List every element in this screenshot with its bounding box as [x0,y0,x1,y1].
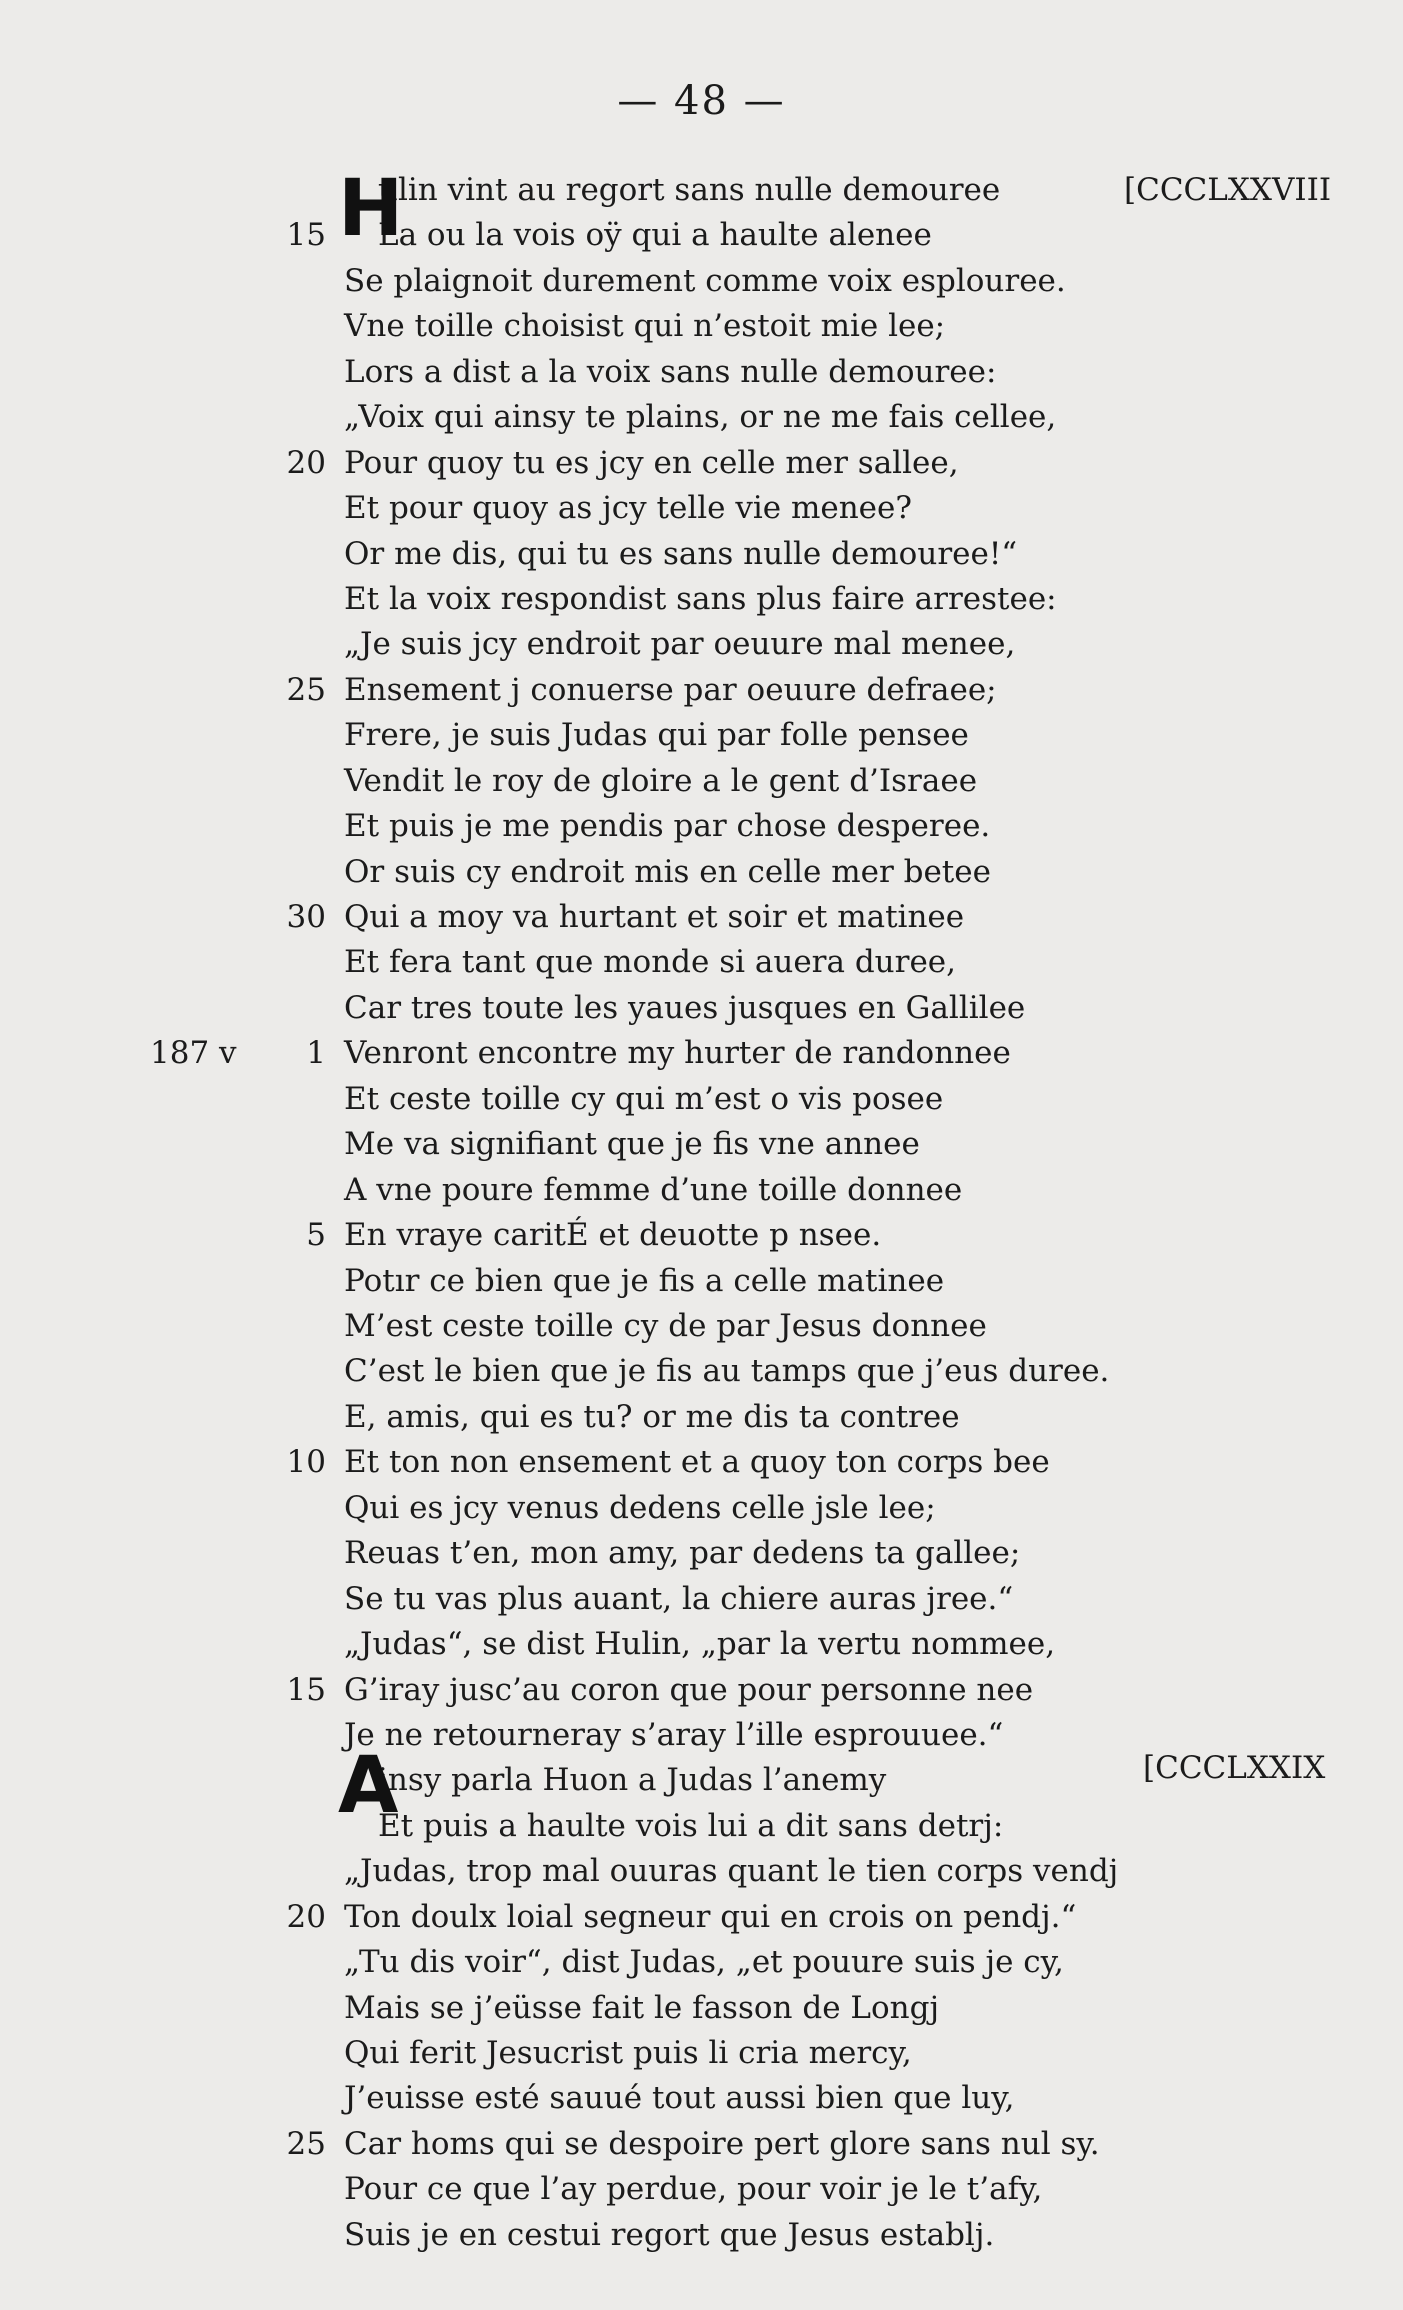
line-text: Mais se j’eüsse fait le fasson de Longj [344,1989,940,2026]
verse-line [0,1940,1403,1985]
verse-line [0,1395,1403,1440]
line-text: G’iray jusc’au coron que pour personne nee [344,1671,1034,1708]
line-number: 20 [286,444,326,481]
line-text: Potır ce bien que je fis a celle matinee [344,1262,945,1299]
verse-line [0,213,1403,258]
line-text: En vraye caritÉ et deuotte p nsee. [344,1217,882,1254]
line-text: C’est le bien que je fis au tamps que j’eus duree. [344,1353,1110,1390]
verse-line [0,1668,1403,1713]
line-number: 10 [286,1444,326,1481]
line-text: La ou la vois oÿ qui a haulte alenee [378,217,932,254]
verse-line [0,2031,1403,2076]
line-text: „Tu dis voir“, dist Judas, „et pouure suis je cy, [344,1944,1064,1981]
stanza-number-cclxxviii: [CCCLXXVIII [1124,172,1332,208]
line-number: 1 [306,1035,326,1072]
verse-line [0,850,1403,895]
verse-line [0,1986,1403,2031]
line-number: 25 [286,671,326,708]
line-text: „Judas“, se dist Hulin, „par la vertu nommee, [344,1626,1056,1663]
line-text: A vne poure femme d’une toille donnee [344,1171,963,1208]
verse-line [0,1622,1403,1667]
verse-line [0,486,1403,531]
verse-line [0,1440,1403,1485]
verse-line [0,713,1403,758]
line-text: Me va signifiant que je fis vne annee [344,1126,920,1163]
line-text: „Je suis jcy endroit par oeuure mal menee, [344,626,1016,663]
line-text: ulin vint au regort sans nulle demouree [378,172,1001,208]
verse-line [0,577,1403,622]
line-text: Et puis a haulte vois lui a dit sans detrj: [378,1807,1004,1844]
stanza-number-cclxxix: [CCCLXXIX [1143,1750,1326,1786]
verse-line [0,1122,1403,1167]
verse-line [0,1031,1403,1076]
line-number: 5 [306,1217,326,1254]
verse-line [0,532,1403,577]
line-text: Et ceste toille cy qui m’est o vis posee [344,1080,944,1117]
verse-line [0,759,1403,804]
line-text: Or me dis, qui tu es sans nulle demouree!“ [344,535,1018,572]
verse-line [0,259,1403,304]
line-text: Et puis je me pendis par chose desperee. [344,808,991,845]
verse-line [0,1168,1403,1213]
line-text: insy parla Huon a Judas l’anemy [378,1762,887,1799]
verse-line [0,895,1403,940]
page-number: — 48 — [617,78,786,124]
verse-line [0,304,1403,349]
verse-line [0,395,1403,440]
line-text: Pour ce que l’ay perdue, pour voir je le t’afy, [344,2171,1043,2208]
line-text: Pour quoy tu es jcy en celle mer sallee, [344,444,959,481]
line-text: Car homs qui se despoire pert glore sans nul sy. [344,2125,1100,2162]
verse-line [0,1531,1403,1576]
line-text: „Judas, trop mal ouuras quant le tien corps vendj [344,1853,1119,1890]
verse-line [0,1577,1403,1622]
line-text: Qui a moy va hurtant et soir et matinee [344,899,965,936]
drop-cap-a: A [338,1741,399,1831]
line-text: Frere, je suis Judas qui par folle pensee [344,717,969,754]
line-number: 20 [286,1898,326,1935]
verse-line [0,2167,1403,2212]
line-text: Lors a dist a la voix sans nulle demouree: [344,353,997,390]
line-text: Venront encontre my hurter de randonnee [344,1035,1011,1072]
line-text: Je ne retourneray s’aray l’ille esprouuee.“ [344,1716,1004,1753]
drop-cap-h: H [338,164,404,254]
line-text: Vne toille choisist qui n’estoit mie lee; [344,308,946,345]
verse-line [0,1849,1403,1894]
verse-line [0,1804,1403,1849]
verse-line [0,2122,1403,2167]
verse-line [0,804,1403,849]
line-number: 15 [286,217,326,254]
line-text: Suis je en cestui regort que Jesus establj. [344,2216,995,2253]
verse-line [0,622,1403,667]
line-number: 30 [286,899,326,936]
line-text: Or suis cy endroit mis en celle mer betee [344,853,991,890]
line-text: M’est ceste toille cy de par Jesus donnee [344,1308,987,1344]
verse-line [0,2076,1403,2121]
line-text: E, amis, qui es tu? or me dis ta contree [344,1398,960,1435]
verse-line [0,1486,1403,1531]
line-number: 15 [286,1671,326,1708]
line-text: Et ton non ensement et a quoy ton corps bee [344,1444,1050,1481]
verse-line [0,940,1403,985]
line-text: Et la voix respondist sans plus faire arrestee: [344,580,1057,617]
line-text: „Voix qui ainsy te plains, or ne me fais cellee, [344,399,1057,436]
verse-line [0,1077,1403,1122]
line-text: Et pour quoy as jcy telle vie menee? [344,490,912,527]
line-text: Et fera tant que monde si auera duree, [344,944,957,981]
line-number: 25 [286,2125,326,2162]
verse-line [0,668,1403,713]
verse-line [0,441,1403,486]
verse-line [0,1349,1403,1394]
line-text: Ton doulx loial segneur qui en crois on pendj.“ [344,1898,1077,1935]
line-text: Qui es jcy venus dedens celle jsle lee; [344,1489,936,1526]
verse-line [0,1895,1403,1940]
line-text: Reuas t’en, mon amy, par dedens ta gallee; [344,1535,1021,1572]
verse-line [0,986,1403,1031]
line-text: Car tres toute les yaues jusques en Gallilee [344,989,1026,1026]
line-text: Vendit le roy de gloire a le gent d’Israee [344,762,978,799]
verse-line [0,1304,1403,1349]
line-text: Qui ferit Jesucrist puis li cria mercy, [344,2035,912,2072]
verse-line [0,1259,1403,1304]
verse-line [0,2213,1403,2258]
folio-marker: 187 v [150,1035,237,1072]
line-text: J’euisse esté sauué tout aussi bien que luy, [344,2080,1015,2117]
line-text: Se tu vas plus auant, la chiere auras jree.“ [344,1580,1014,1617]
verse-line [0,1213,1403,1258]
verse-line [0,350,1403,395]
line-text: Ensement j conuerse par oeuure defraee; [344,671,997,708]
line-text: Se plaignoit durement comme voix esplouree. [344,262,1066,299]
